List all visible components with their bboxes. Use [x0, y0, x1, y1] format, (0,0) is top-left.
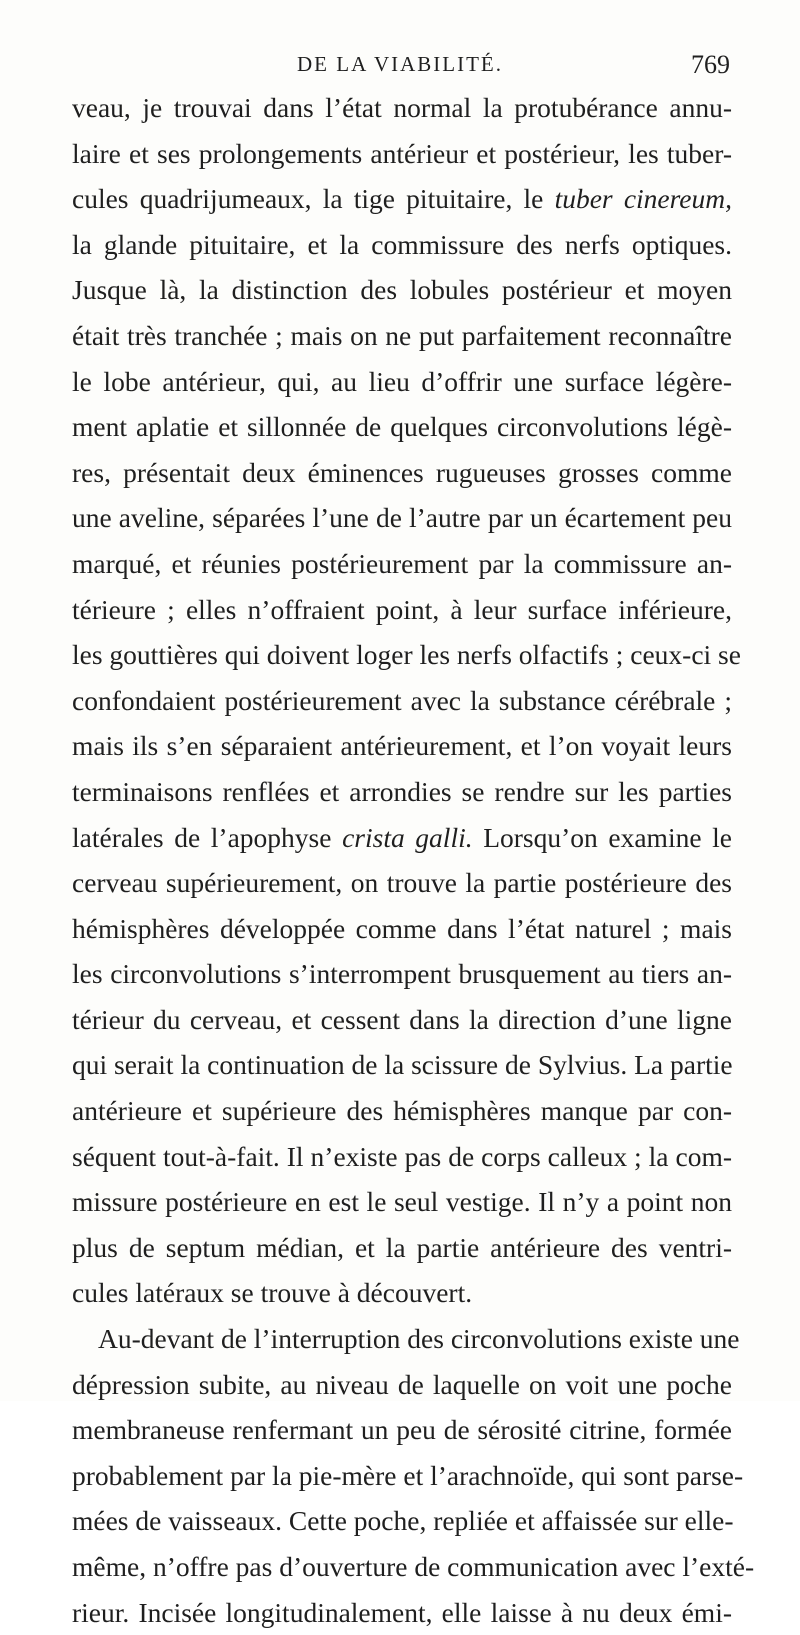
- text-line: res, présentait deux éminences rugueuses grosses comme: [72, 456, 732, 488]
- text-line: membraneuse renfermant un peu de sérosité citrine, formée: [72, 1414, 732, 1446]
- text-line: la glande pituitaire, et la commissure des nerfs optiques.: [72, 228, 732, 260]
- text-line: le lobe antérieur, qui, au lieu d’offrir une surface légère-: [72, 365, 732, 397]
- text-line: laire et ses prolongements antérieur et postérieur, les tuber-: [72, 137, 732, 169]
- text-line: probablement par la pie-mère et l’arachnoïde, qui sont parse-: [72, 1459, 744, 1491]
- text-line: plus de septum médian, et la partie antérieure des ventri-: [72, 1231, 732, 1263]
- text-line: confondaient postérieurement avec la substance cérébrale ;: [72, 684, 732, 716]
- text-line: cules quadrijumeaux, la tige pituitaire, le tuber cinereum,: [72, 183, 732, 215]
- text-line: dépression subite, au niveau de laquelle on voit une poche: [72, 1368, 732, 1400]
- text-line: rieur. Incisée longitudinalement, elle laisse à nu deux émi-: [72, 1596, 732, 1628]
- text-line: les circonvolutions s’interrompent brusquement au tiers an-: [72, 958, 732, 990]
- text-line: marqué, et réunies postérieurement par la commissure an-: [72, 547, 732, 579]
- italic-term: crista galli.: [342, 821, 473, 853]
- text-line: térieure ; elles n’offraient point, à leur surface inférieure,: [72, 593, 732, 625]
- text-line: veau, je trouvai dans l’état normal la protubérance annu-: [72, 92, 732, 123]
- text-line: Au-devant de l’interruption des circonvolutions existe une: [98, 1323, 740, 1355]
- body-text: [72, 85, 755, 1635]
- text-line: hémisphères développée comme dans l’état naturel ; mais: [72, 912, 732, 944]
- text-line: cules latéraux se trouve à découvert.: [72, 1277, 473, 1309]
- text-line: antérieure et supérieure des hémisphères manque par con-: [72, 1095, 732, 1127]
- text-line: qui serait la continuation de la scissure de Sylvius. La partie: [72, 1049, 733, 1081]
- text-line: même, n’offre pas d’ouverture de communication avec l’exté-: [72, 1551, 755, 1582]
- text-line: terminaisons renflées et arrondies se rendre sur les parties: [72, 775, 732, 807]
- text-line: cerveau supérieurement, on trouve la partie postérieure des: [72, 867, 732, 899]
- page-number: 769: [691, 50, 730, 79]
- text-line: séquent tout-à-fait. Il n’existe pas de corps calleux ; la com-: [72, 1140, 732, 1172]
- running-title: DE LA VIABILITÉ.: [297, 52, 503, 76]
- text-line: était très tranchée ; mais on ne put parfaitement reconnaître: [72, 319, 732, 351]
- text-line: térieur du cerveau, et cessent dans la direction d’une ligne: [72, 1003, 732, 1035]
- text-line: Jusque là, la distinction des lobules postérieur et moyen: [72, 274, 732, 306]
- italic-term: tuber cinereum,: [554, 183, 732, 215]
- text-line: les gouttières qui doivent loger les nerfs olfactifs ; ceux-ci se: [72, 639, 741, 671]
- text-line: mées de vaisseaux. Cette poche, repliée et affaissée sur elle-: [72, 1505, 734, 1537]
- text-line: mais ils s’en séparaient antérieurement, et l’on voyait leurs: [72, 730, 732, 762]
- text-line: missure postérieure en est le seul vestige. Il n’y a point non: [72, 1186, 732, 1218]
- text-line: latérales de l’apophyse crista galli. Lorsqu’on examine le: [72, 821, 732, 853]
- text-line: une aveline, séparées l’une de l’autre par un écartement peu: [72, 502, 732, 534]
- text-line: ment aplatie et sillonnée de quelques circonvolutions légè-: [72, 411, 732, 443]
- running-head: [0, 50, 800, 80]
